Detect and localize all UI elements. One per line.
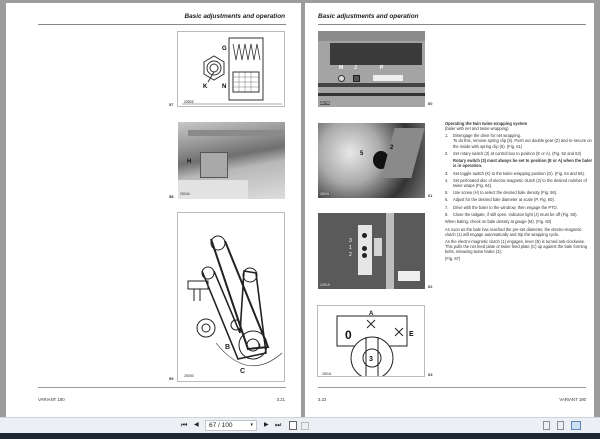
figure-number: 57 (169, 102, 174, 107)
figure-number: 63 (428, 372, 433, 377)
header-divider (38, 24, 286, 25)
single-page-view-icon[interactable] (543, 421, 550, 430)
figure-number: 60 (428, 101, 433, 106)
footer-divider (38, 387, 286, 388)
paragraph: As soon as the bale has reached the pre-set diameter, the electro-magnetic clutch (1) will engage automatically and trip the wrapping cycle. (445, 226, 582, 237)
svg-text:E: E (409, 331, 414, 338)
page-header: Basic adjustments and operation (318, 13, 419, 20)
step-item: 3. Set toggle switch (K) to the twine wrapping position (G). (Fig. 64 and 66). (445, 170, 585, 176)
svg-text:C: C (240, 368, 246, 375)
taskbar (0, 433, 600, 439)
header-divider (318, 24, 586, 25)
figure-63-diagram (317, 305, 425, 377)
page-indicator: 67 / 100 (209, 422, 233, 429)
instructions-text (445, 121, 593, 264)
prev-page-button[interactable]: ◀ (194, 422, 199, 428)
step-item: 5. Use screw (H) to select the desired bale density (Fig. 58). (445, 190, 558, 196)
section-subtitle: (baler with net and twine wrapping) (445, 126, 509, 132)
svg-text:1: 1 (258, 344, 262, 350)
copy-icon[interactable] (289, 421, 297, 430)
last-page-button[interactable]: ⏭ (275, 422, 282, 429)
figure-number: 58 (169, 194, 174, 199)
figure-57-diagram (177, 31, 285, 107)
svg-text:3: 3 (369, 356, 373, 363)
footer-divider (318, 387, 586, 388)
svg-text:B: B (225, 344, 231, 351)
paste-icon[interactable] (301, 422, 309, 430)
page-number-input[interactable] (205, 420, 257, 431)
step-item: 2. Set rotary switch (3) at control box to position (E or A). (Fig. 62 and 63) (445, 150, 582, 156)
step-item: 1. Disengage the drive for net wrapping. (445, 133, 522, 139)
footer-model: VARIANT 180 (38, 397, 65, 402)
chevron-down-icon[interactable]: ▾ (250, 422, 253, 428)
figure-59-diagram (177, 212, 285, 382)
paragraph: As the electro-magnetic clutch (1) engages, lever (B) is turned anti-clockwise. This pulls the net feed plate or twine feed plate (C) up against the bale forming belts, releasing twine brake (3). (445, 238, 587, 255)
fig-label: G (222, 46, 227, 52)
svg-text:K: K (203, 84, 208, 90)
first-page-button[interactable]: ⏮ (181, 422, 188, 429)
svg-text:N: N (222, 84, 227, 90)
figure-62-photo: 3 1 2 22515 (318, 213, 425, 289)
figure-number: 59 (169, 376, 174, 381)
warning-note: Rotary switch (3) must always be set to position (E or A) when the baler is in operation. (453, 158, 593, 169)
step-item: 6. Adjust for the desired bale diameter at scale (P, Fig. 60). (445, 197, 555, 203)
footer-page-number: 3.21 (276, 397, 285, 402)
paragraph: (Fig. 67) (445, 256, 461, 262)
two-page-view-icon[interactable] (571, 421, 581, 430)
step-item: 4. Set perforated disc of electro-magnetic clutch (2) to the desired number of twine wraps (Fig. 64). (445, 177, 587, 188)
paragraph: When baling, check on bale density at gauge (M). (Fig. 60) (445, 219, 552, 225)
footer-model: VARIANT 180 (559, 397, 586, 402)
step-item: To do this, remove spring clip (5). Push out double gear (Z) and re-secure on the inside with spring clip (5). (Fig. 61) (453, 138, 592, 149)
figure-60-photo: M J P 25795 (318, 31, 425, 107)
svg-text:A: A (369, 311, 374, 317)
footer-page-number: 3.22 (318, 397, 327, 402)
viewer-toolbar (0, 417, 600, 433)
svg-text:22522: 22522 (184, 100, 194, 104)
svg-text:0: 0 (345, 328, 352, 342)
figure-number: 61 (428, 193, 433, 198)
svg-text:28041: 28041 (322, 372, 332, 376)
figure-58-photo: H 25044 (178, 122, 285, 199)
page-header: Basic adjustments and operation (184, 13, 285, 20)
step-item: 7. Drive with the baler to the windrow, then engage the PTO. (445, 204, 558, 210)
svg-text:28050: 28050 (184, 374, 194, 378)
figure-61-photo: 5 2 28051 (318, 123, 425, 198)
right-page (305, 3, 594, 417)
left-page (6, 3, 301, 417)
continuous-view-icon[interactable] (557, 421, 564, 430)
step-item: 8. Close the tailgate, if still open. Indicator light (J) must be off (Fig. 60). (445, 212, 578, 217)
next-page-button[interactable]: ▶ (264, 422, 269, 428)
figure-number: 62 (428, 284, 433, 289)
section-title: Operating the twin twine wrapping system (445, 121, 528, 126)
